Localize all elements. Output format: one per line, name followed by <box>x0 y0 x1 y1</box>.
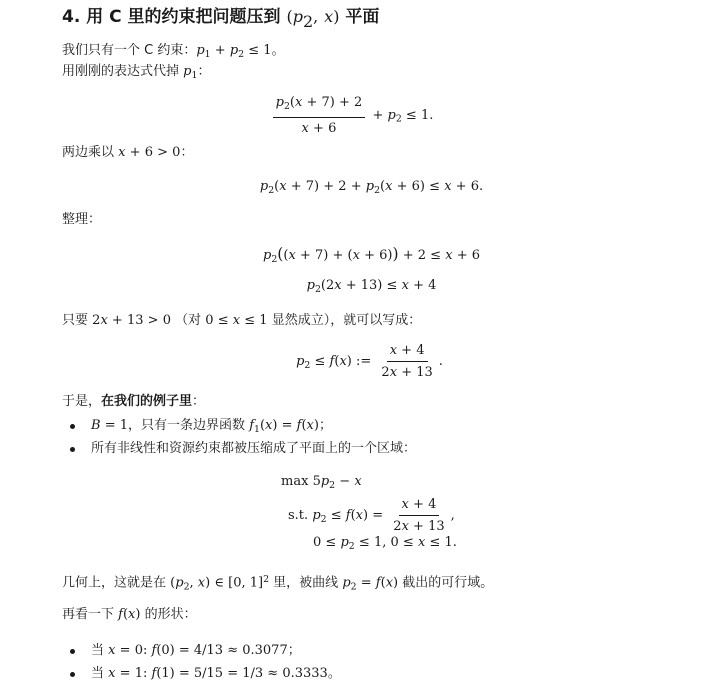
bullet-dot <box>70 424 75 429</box>
paragraph-example: 于是，在我们的例子里： <box>62 394 206 409</box>
equation-multiplied: $p_2(x + 7) + 2 + p_2(x + 6) \le x + 6$. <box>259 179 484 196</box>
equation-fraction-constraint: $\frac{p_2(x + 7) + 2}{x + 6}$ + $p_2 \le 1$. <box>0 94 703 140</box>
paragraph-condition: 只要 2x + 13 > 0 （对 0 ≤ x ≤ 1 显然成立），就可以写成： <box>62 313 422 328</box>
lp-constraint-2: $0 \le p_2 \le 1$, 0 ≤ x ≤ 1. <box>313 535 457 552</box>
paragraph-multiply: 两边乘以 x + 6 > 0： <box>62 145 194 160</box>
bullet-dot <box>70 649 75 654</box>
lp-constraint-1: s.t. $p_2 \le f(x)$ = $\frac{x + 4}{2x + 13}$ , <box>288 497 455 534</box>
list-item: 当 x = 0: f(0) = 4/13 ≈ 0.3077； <box>91 643 301 658</box>
list-item: 所有非线性和资源约束都被压缩成了平面上的一个区域： <box>91 441 417 456</box>
equation-simplify-2: $p_2(2x + 13) \le x + 4$ <box>306 278 437 295</box>
bullet-dot <box>70 672 75 677</box>
lp-objective: $\max 5p_2 - x$ <box>281 474 362 491</box>
equation-simplify-1: $p_2((x + 7) + (x + 6)) + 2 \le x + 6$ <box>262 245 481 265</box>
paragraph-geometry: 几何上，这就是在 ($p_2$, x) ∈ [0, 1]$^2$ 里，被曲线 $p_2 = f(x)$ 截出的可行域。 <box>62 574 494 593</box>
paragraph-simplify: 整理： <box>62 212 102 227</box>
list-item: B = 1，只有一条边界函数 $f_1(x) = f(x)$； <box>91 418 332 435</box>
list-item: 当 x = 1: f(1) = 5/15 = 1/3 ≈ 0.3333。 <box>91 666 341 681</box>
equation-bound-function: $p_2 \le f(x)$ := $\frac{x + 4}{2x + 13}$ . <box>296 343 443 380</box>
paragraph-substitute: 用刚刚的表达式代掉 $p_1$： <box>62 64 211 81</box>
bullet-dot <box>70 447 75 452</box>
section-heading: 4. 用 C 里的约束把问题压到 (p2, x) 平面 <box>62 7 380 31</box>
paragraph-constraint: 我们只有一个 C 约束：$p_1 + p_2 \le 1$。 <box>62 43 285 60</box>
paragraph-shape: 再看一下 f(x) 的形状： <box>62 607 197 622</box>
